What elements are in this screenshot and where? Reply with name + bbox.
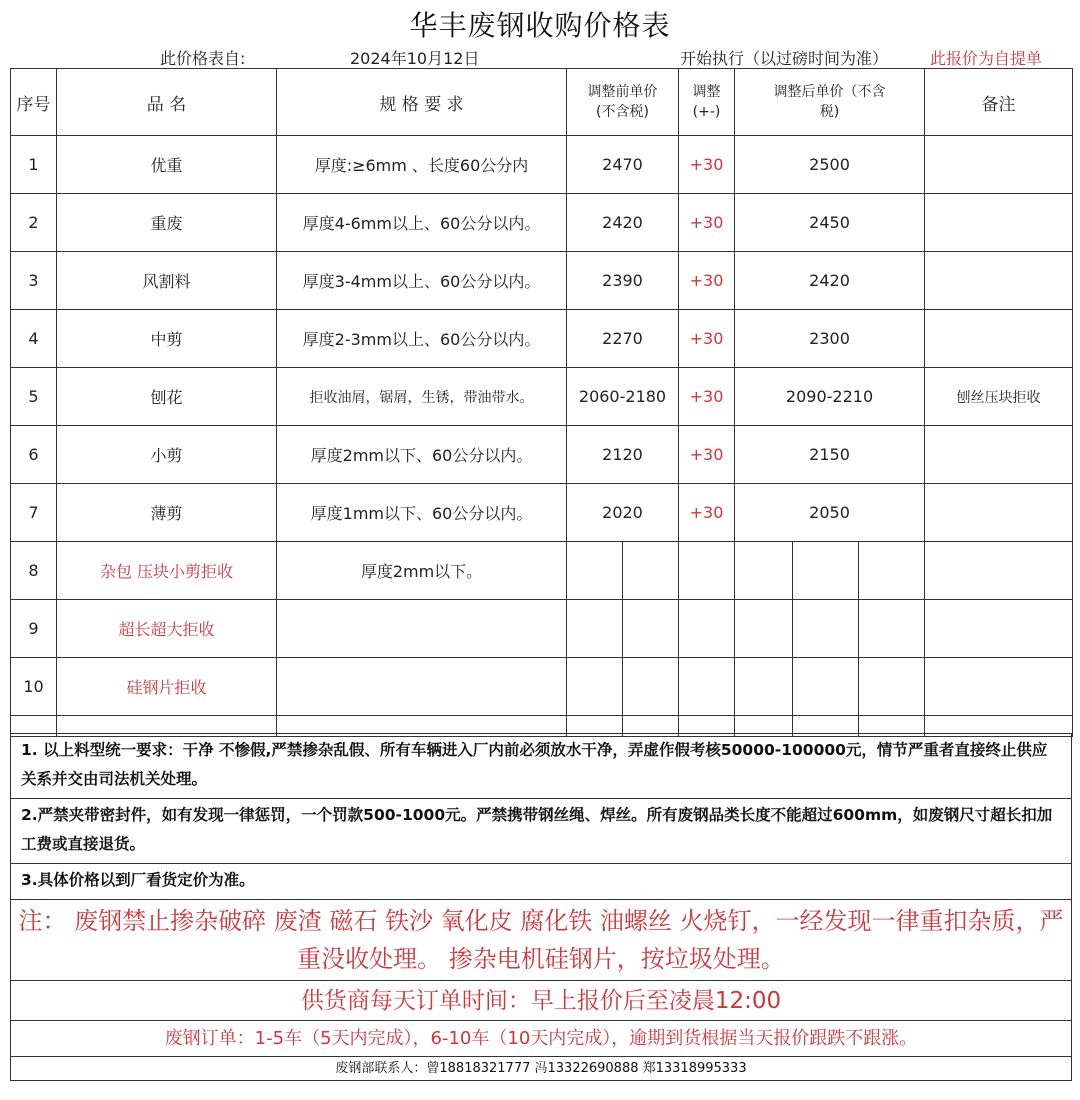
row-adjust: +30: [679, 368, 735, 426]
empty-cell: [735, 542, 793, 600]
col-adjust-header: [679, 69, 735, 136]
row-spec: 厚度:≥6mm 、长度60公分内: [277, 136, 567, 194]
row-index: 4: [11, 310, 57, 368]
row-index: 10: [11, 658, 57, 716]
table-row: [11, 600, 1073, 658]
daily-order-time: 供货商每天订单时间：早上报价后至凌晨12:00: [10, 981, 1072, 1021]
warning-note: 注： 废钢禁止掺杂破碎 废渣 磁石 铁沙 氧化皮 腐化铁 油螺丝 火烧钉，一经发现一律重扣杂质，严重没收处理。 掺杂电机硅钢片，按垃圾处理。: [10, 900, 1072, 981]
row-remark: [925, 252, 1073, 310]
rule-2: 2.严禁夹带密封件，如有发现一律惩罚，一个罚款500-1000元。严禁携带钢丝绳、焊丝。所有废钢品类长度不能超过600mm，如废钢尺寸超长扣加工费或直接退货。: [10, 799, 1072, 864]
row-price-after: 2090-2210: [735, 368, 925, 426]
empty-cell: [623, 542, 679, 600]
row-index: 3: [11, 252, 57, 310]
rule-1: 1. 以上料型统一要求：干净 不惨假,严禁掺杂乱假、所有车辆进入厂内前必须放水干净，弄虚作假考核50000-100000元，情节严重者直接终止供应关系并交由司法机关处理。: [10, 733, 1072, 799]
empty-cell: [793, 542, 859, 600]
row-price-after: 2300: [735, 310, 925, 368]
empty-cell: [679, 600, 735, 658]
row-price-before: 2270: [567, 310, 679, 368]
row-index: 8: [11, 542, 57, 600]
col-price-before-header: [567, 69, 679, 136]
table-row: [11, 136, 1073, 194]
row-price-after: 2420: [735, 252, 925, 310]
empty-cell: [793, 600, 859, 658]
col-spec-header: 规 格 要 求: [277, 69, 567, 136]
row-spec: 厚度2mm以下。: [277, 542, 567, 600]
empty-cell: [679, 658, 735, 716]
row-remark: 刨丝压块拒收: [925, 368, 1073, 426]
row-spec: 厚度3-4mm以上、60公分以内。: [277, 252, 567, 310]
row-name: 超长超大拒收: [57, 600, 277, 658]
row-name: 中剪: [57, 310, 277, 368]
row-remark: [925, 310, 1073, 368]
row-adjust: +30: [679, 136, 735, 194]
row-price-before: 2060-2180: [567, 368, 679, 426]
empty-cell: [735, 600, 793, 658]
row-spec: 拒收油屑，锯屑，生锈，带油带水。: [277, 368, 567, 426]
row-index: 2: [11, 194, 57, 252]
table-row: [11, 542, 1073, 600]
row-price-before: 2390: [567, 252, 679, 310]
row-adjust: +30: [679, 426, 735, 484]
table-row: [11, 194, 1073, 252]
empty-cell: [859, 658, 925, 716]
col-price-before-line2: (不含税): [596, 104, 649, 120]
row-adjust: +30: [679, 194, 735, 252]
order-terms: 废钢订单：1-5车（5天内完成），6-10车（10天内完成），逾期到货根据当天报价跟跌不跟涨。: [10, 1021, 1072, 1057]
row-spec: [277, 600, 567, 658]
pickup-note: 此报价为自提单: [930, 49, 1043, 68]
row-name: 风割料: [57, 252, 277, 310]
empty-cell: [623, 600, 679, 658]
row-index: 5: [11, 368, 57, 426]
row-remark: [925, 484, 1073, 542]
empty-cell: [925, 600, 1073, 658]
start-text: 开始执行（以过磅时间为准）: [680, 49, 889, 68]
empty-cell: [925, 658, 1073, 716]
row-name: 小剪: [57, 426, 277, 484]
row-spec: 厚度2-3mm以上、60公分以内。: [277, 310, 567, 368]
empty-cell: [623, 658, 679, 716]
empty-cell: [567, 658, 623, 716]
row-remark: [925, 426, 1073, 484]
table-row: [11, 310, 1073, 368]
row-price-after: 2500: [735, 136, 925, 194]
row-adjust: +30: [679, 310, 735, 368]
empty-cell: [567, 600, 623, 658]
row-spec: 厚度1mm以下、60公分以内。: [277, 484, 567, 542]
empty-cell: [735, 658, 793, 716]
row-index: 1: [11, 136, 57, 194]
row-name: 薄剪: [57, 484, 277, 542]
contact-info: 废钢部联系人：曾18818321777 冯13322690888 郑13318995333: [10, 1057, 1072, 1081]
empty-cell: [859, 542, 925, 600]
col-index-header: 序号: [11, 69, 57, 136]
row-remark: [925, 136, 1073, 194]
empty-cell: [925, 542, 1073, 600]
row-index: 9: [11, 600, 57, 658]
empty-cell: [793, 658, 859, 716]
col-price-before-line1: 调整前单价: [587, 84, 658, 100]
row-price-before: 2120: [567, 426, 679, 484]
row-spec: 厚度2mm以下、60公分以内。: [277, 426, 567, 484]
empty-cell: [859, 600, 925, 658]
page-title: 华丰废钢收购价格表: [409, 9, 671, 42]
rule-3: 3.具体价格以到厂看货定价为准。: [10, 864, 1072, 900]
table-row: [11, 426, 1073, 484]
row-name: 优重: [57, 136, 277, 194]
notes-section: [10, 733, 1072, 1081]
row-index: 7: [11, 484, 57, 542]
row-remark: [925, 194, 1073, 252]
row-name: 杂包 压块小剪拒收: [57, 542, 277, 600]
col-name-header: 品 名: [57, 69, 277, 136]
row-index: 6: [11, 426, 57, 484]
row-spec: 厚度4-6mm以上、60公分以内。: [277, 194, 567, 252]
row-name: 重废: [57, 194, 277, 252]
table-row: [11, 252, 1073, 310]
row-price-before: 2420: [567, 194, 679, 252]
price-table: [10, 68, 1073, 737]
table-row: [11, 658, 1073, 716]
col-price-after-header: [735, 69, 925, 136]
empty-cell: [679, 542, 735, 600]
effective-label: 此价格表自:: [160, 49, 246, 68]
col-adjust-line1: 调整: [692, 84, 721, 100]
row-price-after: 2450: [735, 194, 925, 252]
col-price-after-line1: 调整后单价（不含: [773, 84, 886, 100]
row-price-after: 2050: [735, 484, 925, 542]
row-price-after: 2150: [735, 426, 925, 484]
col-remark-header: 备注: [925, 69, 1073, 136]
row-name: 刨花: [57, 368, 277, 426]
effective-date: 2024年10月12日: [350, 49, 480, 68]
col-adjust-line2: (+-): [692, 104, 721, 120]
table-row: [11, 368, 1073, 426]
row-price-before: 2020: [567, 484, 679, 542]
row-adjust: +30: [679, 484, 735, 542]
empty-cell: [567, 542, 623, 600]
col-price-after-line2: 税): [819, 104, 840, 120]
table-row: [11, 484, 1073, 542]
row-name: 硅钢片拒收: [57, 658, 277, 716]
table-header-row: [11, 69, 1073, 136]
row-price-before: 2470: [567, 136, 679, 194]
row-adjust: +30: [679, 252, 735, 310]
row-spec: [277, 658, 567, 716]
